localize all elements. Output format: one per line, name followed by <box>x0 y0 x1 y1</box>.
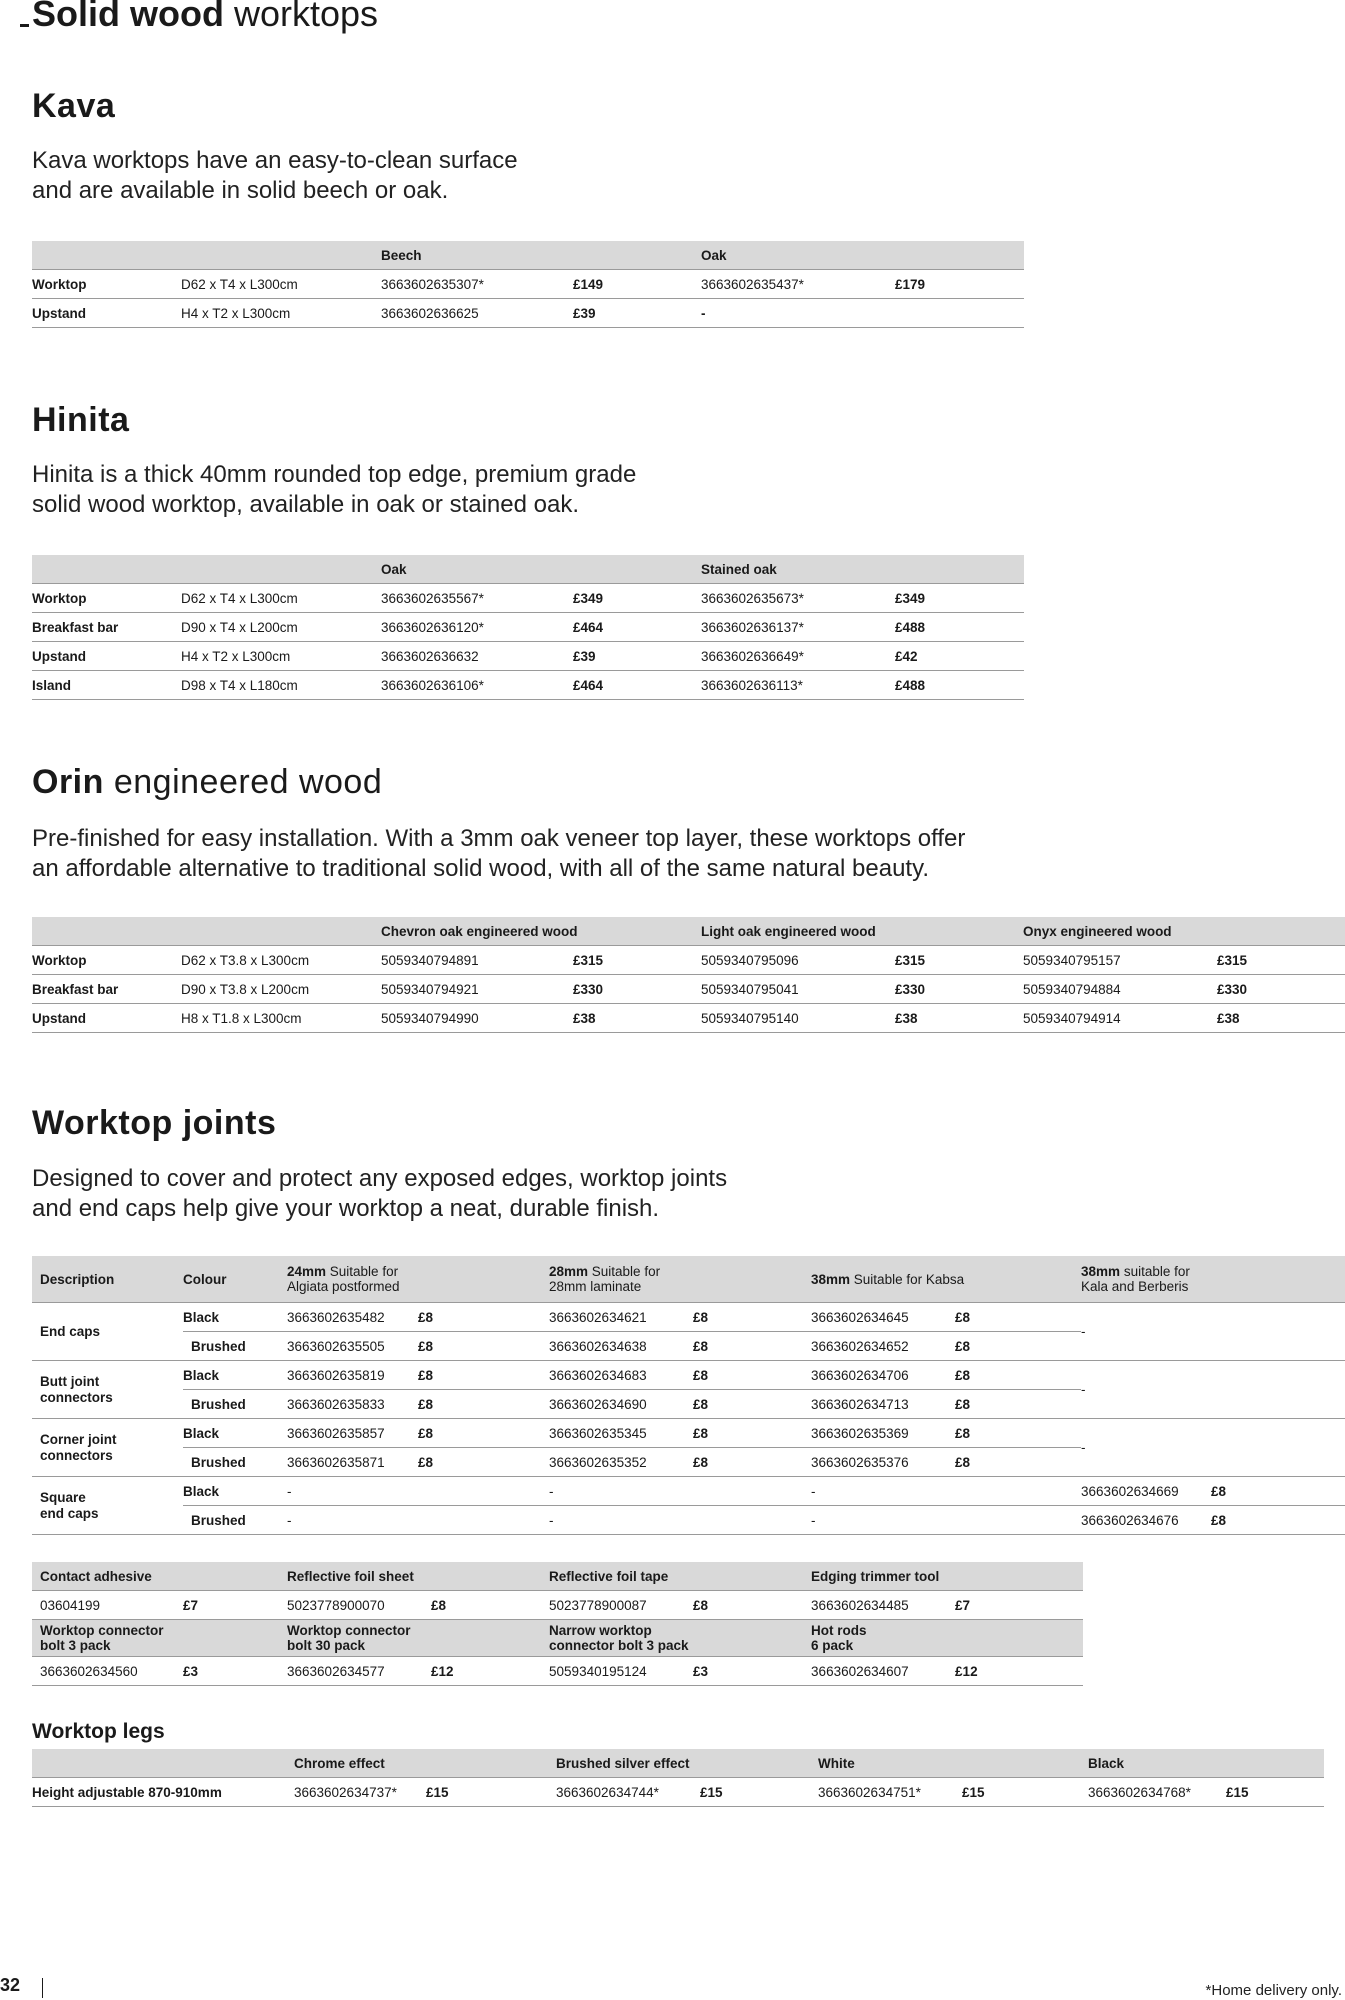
orin-table <box>32 917 1345 1033</box>
table-row: Island D98 x T4 x L180cm 3663602636106* £464 3663602636113* £488 <box>32 671 1024 700</box>
table-row: Worktop D62 x T4 x L300cm 3663602635307* £149 3663602635437* £179 <box>32 270 1024 299</box>
joints-table <box>32 1256 1345 1535</box>
hinita-table <box>32 555 1024 700</box>
table-row: 3663602634560 £3 3663602634577 £12 5059340195124 £3 3663602634607 £12 <box>32 1657 1083 1686</box>
table-row: Breakfast bar D90 x T3.8 x L200cm 5059340794921 £330 5059340795041 £330 5059340794884 £330 <box>32 975 1345 1004</box>
table-row: Corner joint connectors Black 3663602635857 £8 3663602635345 £8 3663602635369 £8 - <box>32 1419 1345 1448</box>
joints-heading: Worktop joints <box>32 1104 277 1142</box>
hinita-heading: Hinita <box>32 401 130 439</box>
kava-intro: Kava worktops have an easy-to-clean surface and are available in solid beech or oak. <box>32 147 518 204</box>
col-header-chevron: Chevron oak engineered wood <box>381 917 701 946</box>
table-header-row <box>32 241 1024 270</box>
table-header-row <box>32 555 1024 584</box>
table-row: Butt joint connectors Black 3663602635819 £8 3663602634683 £8 3663602634706 £8 - <box>32 1361 1345 1390</box>
col-header-oak: Oak <box>701 241 1024 270</box>
table-row: Upstand H8 x T1.8 x L300cm 5059340794990 £38 5059340795140 £38 5059340794914 £38 <box>32 1004 1345 1033</box>
col-header-stained-oak: Stained oak <box>701 555 1024 584</box>
col-header-oak: Oak <box>381 555 701 584</box>
table-row: Breakfast bar D90 x T4 x L200cm 3663602636120* £464 3663602636137* £488 <box>32 613 1024 642</box>
table-header-row: Description Colour 24mm Suitable for Algiata postformed 28mm Suitable for 28mm laminate 38mm Suitable for Kabsa 38mm suitable for Kala and Berberis <box>32 1256 1345 1303</box>
col-header-light-oak: Light oak engineered wood <box>701 917 1023 946</box>
table-row: Upstand H4 x T2 x L300cm 3663602636632 £39 3663602636649* £42 <box>32 642 1024 671</box>
table-row: Brushed 3663602635871 £8 3663602635352 £8 3663602635376 £8 <box>32 1448 1345 1477</box>
table-header-row: Chrome effect Brushed silver effect White Black <box>32 1749 1324 1778</box>
col-header-onyx: Onyx engineered wood <box>1023 917 1345 946</box>
table-row: Brushed - - - 3663602634676 £8 <box>32 1506 1345 1535</box>
col-header-beech: Beech <box>381 241 701 270</box>
table-row: Brushed 3663602635505 £8 3663602634638 £8 3663602634652 £8 <box>32 1332 1345 1361</box>
table-row: Brushed 3663602635833 £8 3663602634690 £8 3663602634713 £8 <box>32 1390 1345 1419</box>
orin-intro: Pre-finished for easy installation. With a 3mm oak veneer top layer, these worktops offer an affordable alternative to traditional solid wood, with all of the same natural beauty. <box>32 825 966 882</box>
table-row: Height adjustable 870-910mm 3663602634737* £15 3663602634744* £15 3663602634751* £15 3663602634768* £15 <box>32 1778 1324 1807</box>
footer-divider <box>42 1978 43 1998</box>
accessories-table <box>32 1562 1083 1686</box>
table-row: Worktop D62 x T4 x L300cm 3663602635567* £349 3663602635673* £349 <box>32 584 1024 613</box>
hinita-intro: Hinita is a thick 40mm rounded top edge, premium grade solid wood worktop, available in oak or stained oak. <box>32 461 637 518</box>
orin-heading: Orin engineered wood <box>32 763 383 801</box>
table-row: Upstand H4 x T2 x L300cm 3663602636625 £39 - <box>32 299 1024 328</box>
table-row: 03604199 £7 5023778900070 £8 5023778900087 £8 3663602634485 £7 <box>32 1591 1083 1620</box>
legs-heading: Worktop legs <box>32 1720 165 1743</box>
table-row: Square end caps Black - - - 3663602634669 £8 <box>32 1477 1345 1506</box>
table-header-row: Worktop connector bolt 3 pack Worktop connector bolt 30 pack Narrow worktop connector bolt 3 pack Hot rods 6 pack <box>32 1620 1083 1657</box>
table-row: Worktop D62 x T3.8 x L300cm 5059340794891 £315 5059340795096 £315 5059340795157 £315 <box>32 946 1345 975</box>
page-number: 32 <box>0 1975 21 1995</box>
footnote: *Home delivery only. <box>1205 1982 1342 1999</box>
table-header-row <box>32 917 1345 946</box>
table-header-row: Contact adhesive Reflective foil sheet Reflective foil tape Edging trimmer tool <box>32 1562 1083 1591</box>
kava-table <box>32 241 1024 328</box>
kava-heading: Kava <box>32 87 116 125</box>
joints-intro: Designed to cover and protect any exposed edges, worktop joints and end caps help give your worktop a neat, durable finish. <box>32 1165 728 1222</box>
page-title: Solid wood worktops <box>32 0 379 34</box>
legs-table <box>32 1749 1324 1807</box>
table-row: End caps Black 3663602635482 £8 3663602634621 £8 3663602634645 £8 - <box>32 1303 1345 1332</box>
corner-mark <box>20 24 29 27</box>
